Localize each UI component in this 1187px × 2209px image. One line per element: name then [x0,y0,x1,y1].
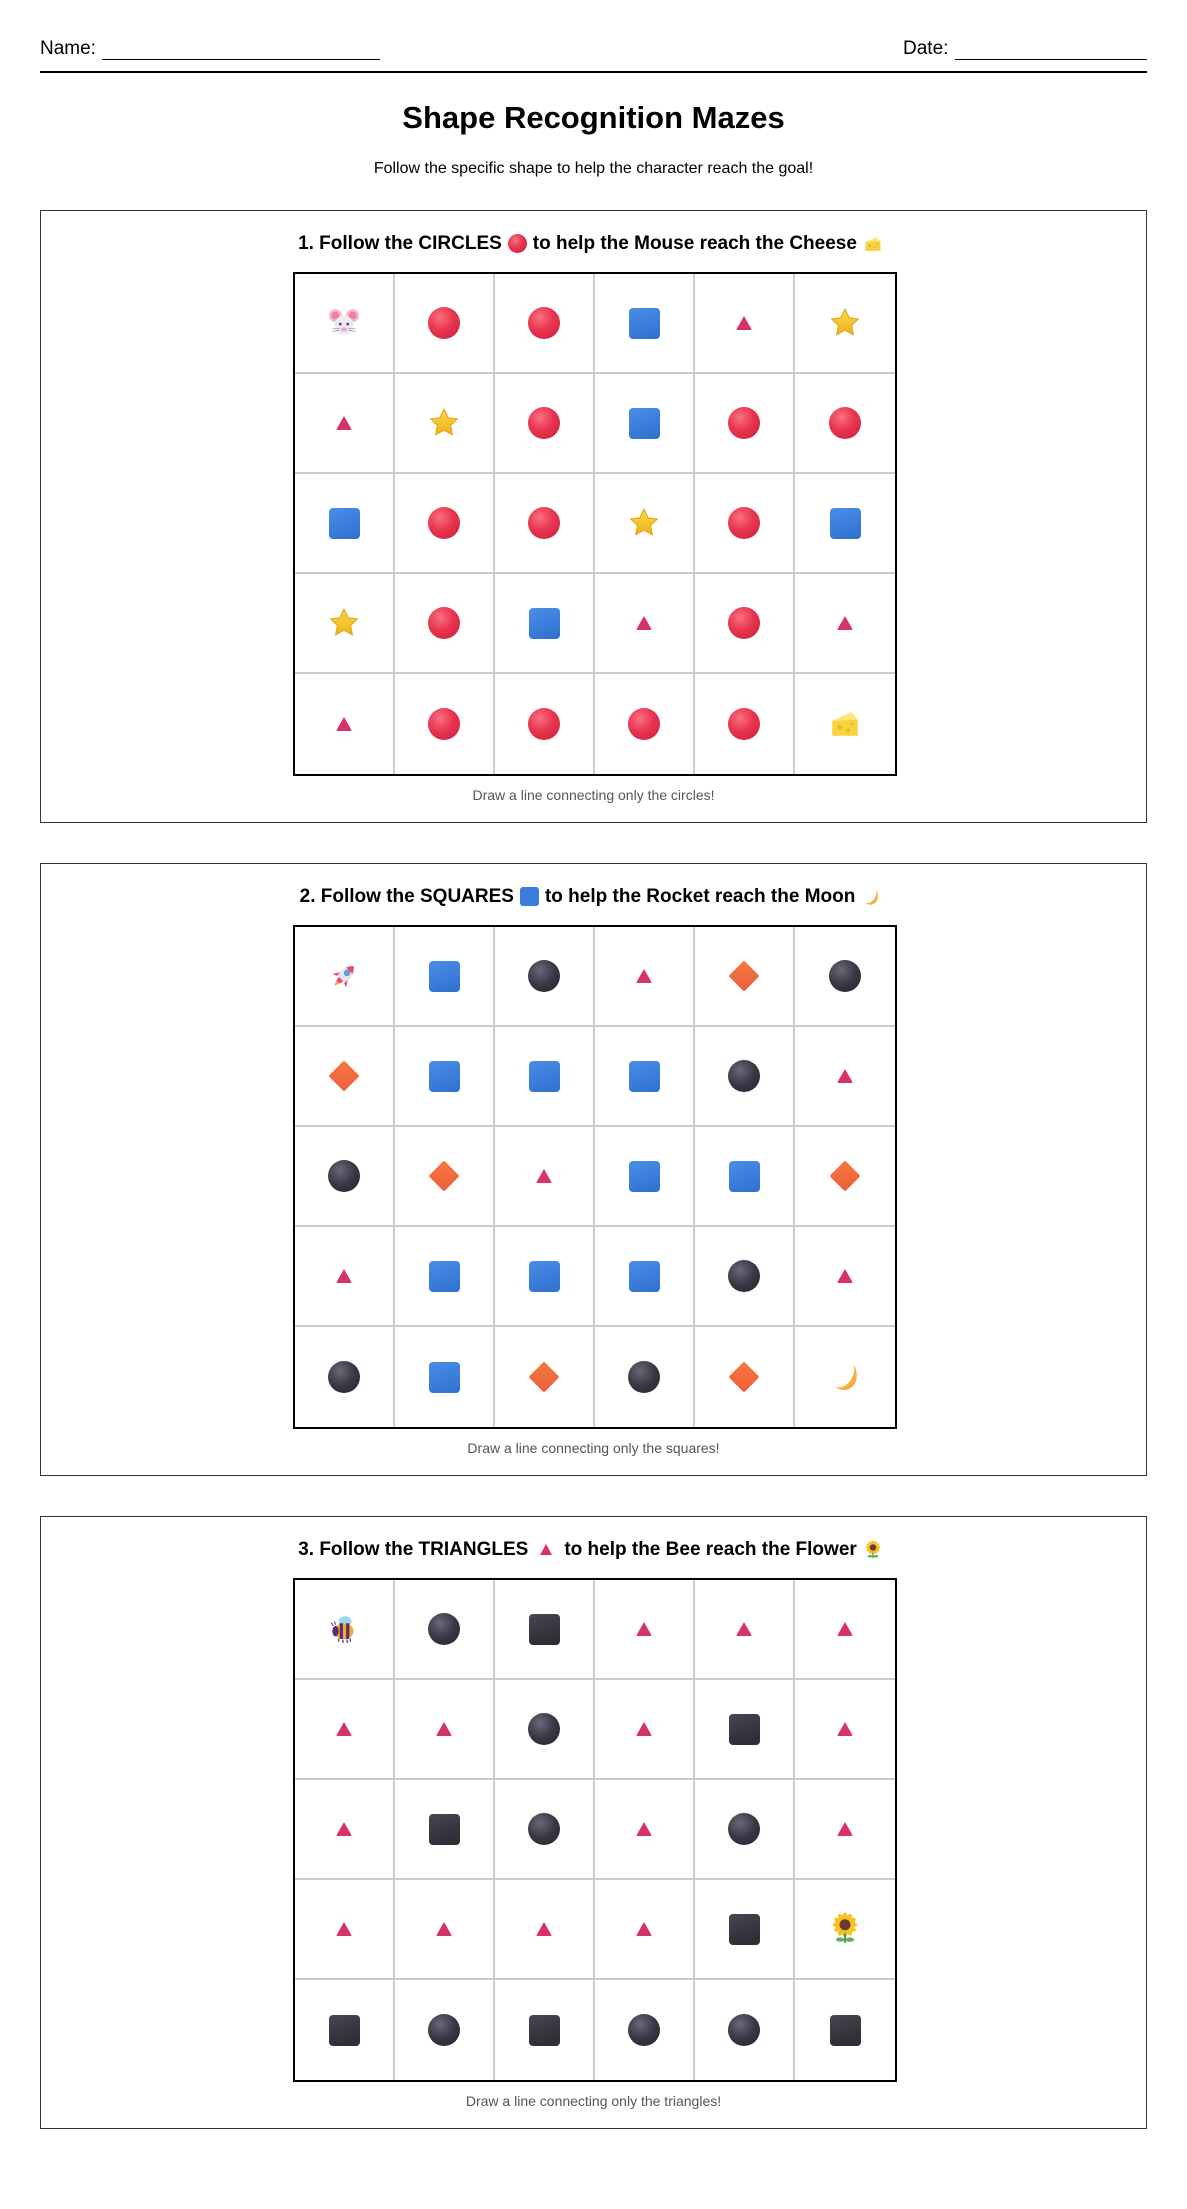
maze-cell[interactable] [695,274,795,374]
maze-title [41,886,1146,908]
maze-cell[interactable] [695,674,795,774]
maze-cell[interactable] [695,1980,795,2080]
maze-cell[interactable] [295,674,395,774]
orange-diamond-icon [328,1060,359,1091]
pink-triangle-icon [636,1622,652,1636]
maze-title-suffix: to help the Bee reach the Flower [564,1539,857,1560]
dark-circle-icon [428,1613,460,1645]
maze-cell[interactable] [495,1227,595,1327]
maze-cell[interactable] [295,1580,395,1680]
maze-cell[interactable] [795,1880,895,1980]
maze-cell[interactable] [495,274,595,374]
worksheet-header [40,36,1147,66]
maze-cell[interactable] [395,927,495,1027]
red-circle-icon [528,307,560,339]
maze-cell[interactable] [695,1580,795,1680]
moon-icon [828,1360,862,1394]
maze-cell[interactable] [595,927,695,1027]
maze-cell[interactable] [395,1127,495,1227]
red-circle-icon [428,607,460,639]
maze-cell[interactable] [395,1680,495,1780]
orange-diamond-icon [728,1361,759,1392]
maze-cell[interactable] [495,1580,595,1680]
blue-square-icon [529,1261,560,1292]
dark-square-icon [429,1814,460,1845]
maze-cell[interactable] [595,1880,695,1980]
dark-circle-icon [528,1813,560,1845]
blue-square-icon [529,608,560,639]
maze-cell[interactable] [295,1680,395,1780]
maze-cell[interactable] [595,1027,695,1127]
maze-title [41,233,1146,255]
maze-cell[interactable] [395,1327,495,1427]
bee-icon [327,1612,361,1646]
dark-circle-icon [528,1713,560,1745]
maze-cell[interactable] [395,1580,495,1680]
red-circle-icon [428,307,460,339]
maze-cell[interactable] [795,474,895,574]
pink-triangle-icon [636,1822,652,1836]
maze-cell[interactable] [695,1027,795,1127]
maze-cell[interactable] [695,1127,795,1227]
maze-cell[interactable] [495,1027,595,1127]
name-label: Name: [40,38,96,59]
maze-cell[interactable] [695,927,795,1027]
yellow-star-icon [327,606,361,640]
maze-cell[interactable] [795,374,895,474]
maze-cell[interactable] [395,1780,495,1880]
maze-cell[interactable] [695,1680,795,1780]
pink-triangle-icon [837,1069,853,1083]
target-shape-icon [540,1544,552,1555]
yellow-star-icon [828,306,862,340]
maze-cell[interactable] [495,374,595,474]
maze-cell[interactable] [795,1327,895,1427]
orange-diamond-icon [829,1160,860,1191]
maze-cell[interactable] [595,474,695,574]
maze-cell[interactable] [695,1327,795,1427]
date-field-line[interactable] [955,59,1147,60]
maze-cell[interactable] [395,1027,495,1127]
dark-circle-icon [728,1813,760,1845]
maze-grid[interactable] [293,925,897,1429]
red-circle-icon [728,708,760,740]
blue-square-icon [729,1161,760,1192]
maze-cell[interactable] [695,374,795,474]
maze-cell[interactable] [495,1880,595,1980]
maze-cell[interactable] [695,1227,795,1327]
maze-cell[interactable] [295,374,395,474]
dark-square-icon [529,1614,560,1645]
yellow-star-icon [627,506,661,540]
maze-cell[interactable] [295,1780,395,1880]
pink-triangle-icon [436,1722,452,1736]
maze-section-3 [40,1516,1147,2129]
red-circle-icon [428,507,460,539]
red-circle-icon [728,607,760,639]
pink-triangle-icon [837,1622,853,1636]
maze-caption: Draw a line connecting only the circles! [472,787,715,803]
dark-circle-icon [628,2014,660,2046]
page-subtitle: Follow the specific shape to help the character reach the goal! [373,160,814,177]
maze-cell[interactable] [495,474,595,574]
maze-cell[interactable] [795,1127,895,1227]
pink-triangle-icon [837,1822,853,1836]
blue-square-icon [529,1061,560,1092]
maze-cell[interactable] [595,674,695,774]
maze-grid[interactable] [293,272,897,776]
red-circle-icon [628,708,660,740]
maze-cell[interactable] [295,1980,395,2080]
date-label: Date: [903,38,949,59]
maze-cell[interactable] [395,474,495,574]
yellow-star-icon [427,406,461,440]
blue-square-icon [629,1061,660,1092]
maze-cell[interactable] [695,574,795,674]
blue-square-icon [429,1061,460,1092]
sunflower-icon [863,1540,883,1560]
red-circle-icon [528,507,560,539]
maze-cell[interactable] [795,674,895,774]
mouse-icon [327,306,361,340]
maze-cell[interactable] [795,1227,895,1327]
maze-cell[interactable] [495,1127,595,1227]
maze-cell[interactable] [295,927,395,1027]
red-circle-icon [728,507,760,539]
orange-diamond-icon [428,1160,459,1191]
maze-section-2 [40,863,1147,1476]
cheese-icon [828,707,862,741]
orange-diamond-icon [528,1361,559,1392]
maze-cell[interactable] [495,1680,595,1780]
maze-cell[interactable] [295,1327,395,1427]
maze-title-suffix: to help the Mouse reach the Cheese [532,233,857,254]
dark-circle-icon [628,1361,660,1393]
dark-circle-icon [328,1160,360,1192]
maze-cell[interactable] [395,1980,495,2080]
maze-cell[interactable] [595,374,695,474]
maze-cell[interactable] [595,574,695,674]
dark-circle-icon [829,960,861,992]
dark-circle-icon [528,960,560,992]
maze-cell[interactable] [295,574,395,674]
maze-cell[interactable] [695,474,795,574]
maze-cell[interactable] [495,674,595,774]
goal-icon [863,1540,883,1560]
maze-title-suffix: to help the Rocket reach the Moon [544,886,856,907]
maze-cell[interactable] [795,927,895,1027]
blue-square-icon [429,1362,460,1393]
dark-circle-icon [728,1060,760,1092]
blue-square-icon [429,961,460,992]
maze-title-prefix: 3. Follow the TRIANGLES [298,1539,529,1560]
maze-cell[interactable] [795,574,895,674]
maze-cell[interactable] [495,1327,595,1427]
blue-square-icon [629,308,660,339]
maze-cell[interactable] [495,574,595,674]
header-divider [40,71,1147,73]
red-circle-icon [728,407,760,439]
maze-cell[interactable] [395,374,495,474]
maze-cell[interactable] [595,274,695,374]
rocket-icon [327,959,361,993]
pink-triangle-icon [336,416,352,430]
maze-cell[interactable] [595,1980,695,2080]
maze-cell[interactable] [695,1780,795,1880]
maze-cell[interactable] [495,927,595,1027]
dark-square-icon [729,1714,760,1745]
dark-circle-icon [428,2014,460,2046]
maze-section-1 [40,210,1147,823]
maze-cell[interactable] [595,1680,695,1780]
maze-cell[interactable] [595,1227,695,1327]
maze-cell[interactable] [295,1227,395,1327]
cheese-icon [863,234,883,254]
pink-triangle-icon [636,1922,652,1936]
pink-triangle-icon [436,1922,452,1936]
maze-cell[interactable] [695,1880,795,1980]
maze-cell[interactable] [495,1980,595,2080]
maze-cell[interactable] [595,1127,695,1227]
maze-cell[interactable] [395,674,495,774]
pink-triangle-icon [336,1722,352,1736]
goal-icon [863,234,883,254]
maze-cell[interactable] [295,1027,395,1127]
blue-square-icon [629,1161,660,1192]
dark-square-icon [329,2015,360,2046]
pink-triangle-icon [336,1822,352,1836]
maze-cell[interactable] [595,1780,695,1880]
maze-cell[interactable] [595,1580,695,1680]
pink-triangle-icon [336,1922,352,1936]
maze-cell[interactable] [595,1327,695,1427]
red-circle-icon [428,708,460,740]
name-field-line[interactable] [102,59,380,60]
pink-triangle-icon [736,1622,752,1636]
maze-cell[interactable] [395,574,495,674]
maze-cell[interactable] [295,1127,395,1227]
maze-cell[interactable] [795,1780,895,1880]
page-title: Shape Recognition Mazes [402,100,785,135]
pink-triangle-icon [837,1269,853,1283]
pink-triangle-icon [837,616,853,630]
blue-square-icon [830,508,861,539]
dark-square-icon [529,2015,560,2046]
orange-diamond-icon [728,960,759,991]
blue-square-icon [429,1261,460,1292]
maze-cell[interactable] [495,1780,595,1880]
pink-triangle-icon [336,717,352,731]
blue-square-icon [629,408,660,439]
red-circle-icon [528,407,560,439]
maze-cell[interactable] [795,1980,895,2080]
pink-triangle-icon [736,316,752,330]
moon-icon [861,887,881,907]
maze-cell[interactable] [795,1027,895,1127]
dark-circle-icon [728,1260,760,1292]
blue-square-icon [629,1261,660,1292]
pink-triangle-icon [837,1722,853,1736]
pink-triangle-icon [636,1722,652,1736]
maze-caption: Draw a line connecting only the triangles! [465,2093,722,2109]
maze-cell[interactable] [795,1580,895,1680]
maze-cell[interactable] [395,274,495,374]
maze-cell[interactable] [295,474,395,574]
dark-circle-icon [328,1361,360,1393]
maze-title [41,1539,1146,1561]
red-circle-icon [829,407,861,439]
pink-triangle-icon [336,1269,352,1283]
dark-square-icon [729,1914,760,1945]
maze-cell[interactable] [395,1880,495,1980]
sunflower-icon [828,1912,862,1946]
target-shape-icon [508,234,527,253]
maze-title-prefix: 2. Follow the SQUARES [299,886,514,907]
maze-cell[interactable] [295,274,395,374]
maze-grid[interactable] [293,1578,897,2082]
maze-cell[interactable] [795,274,895,374]
blue-square-icon [329,508,360,539]
maze-title-prefix: 1. Follow the CIRCLES [298,233,502,254]
target-shape-icon [520,887,539,906]
maze-cell[interactable] [395,1227,495,1327]
pink-triangle-icon [636,616,652,630]
pink-triangle-icon [536,1169,552,1183]
red-circle-icon [528,708,560,740]
pink-triangle-icon [636,969,652,983]
maze-cell[interactable] [295,1880,395,1980]
maze-cell[interactable] [795,1680,895,1780]
goal-icon [861,887,881,907]
maze-caption: Draw a line connecting only the squares! [467,1440,720,1456]
dark-circle-icon [728,2014,760,2046]
dark-square-icon [830,2015,861,2046]
pink-triangle-icon [536,1922,552,1936]
